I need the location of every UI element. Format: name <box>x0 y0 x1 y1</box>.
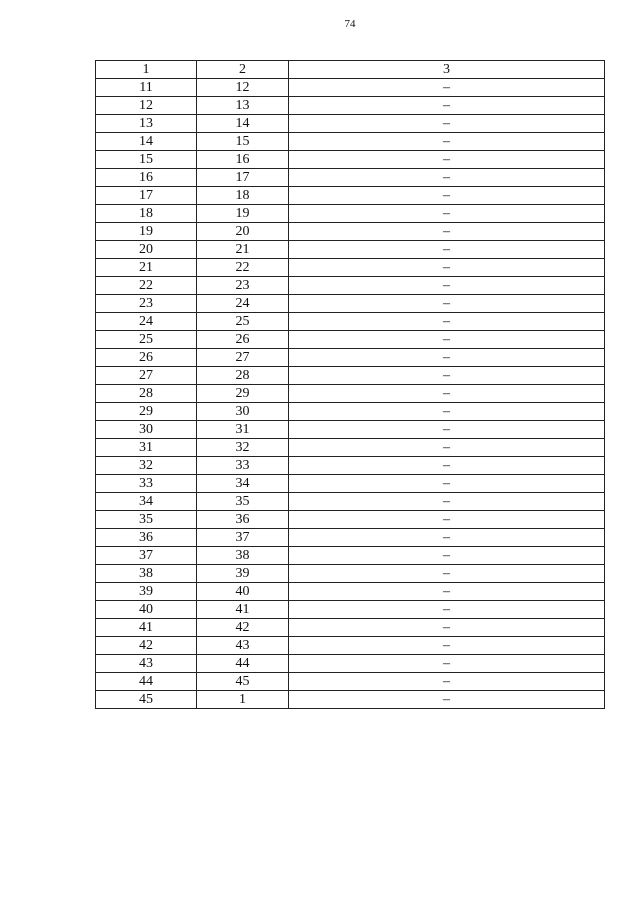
table-cell-col2: 1 <box>197 691 289 709</box>
table-cell-col3: – <box>289 205 605 223</box>
page-number: 74 <box>344 18 356 30</box>
table-cell-col2: 31 <box>197 421 289 439</box>
table-cell-col1: 18 <box>96 205 197 223</box>
table-cell-col1: 42 <box>96 637 197 655</box>
table-cell-col3: – <box>289 331 605 349</box>
table-cell-col1: 25 <box>96 331 197 349</box>
table-cell-col3: – <box>289 187 605 205</box>
table-cell-col1: 38 <box>96 565 197 583</box>
table-row <box>96 115 605 133</box>
table-cell-col2: 30 <box>197 403 289 421</box>
table-row <box>96 475 605 493</box>
table-cell-col3: – <box>289 583 605 601</box>
table-row <box>96 331 605 349</box>
table-cell-col2: 12 <box>197 79 289 97</box>
table-row <box>96 79 605 97</box>
table-cell-col2: 39 <box>197 565 289 583</box>
table-cell-col3: – <box>289 385 605 403</box>
table-cell-col1: 20 <box>96 241 197 259</box>
table-cell-col3: – <box>289 691 605 709</box>
table-cell-col2: 21 <box>197 241 289 259</box>
table-cell-col3: – <box>289 637 605 655</box>
table-cell-col1: 41 <box>96 619 197 637</box>
table-row <box>96 277 605 295</box>
data-table <box>95 60 605 709</box>
table-cell-col3: – <box>289 295 605 313</box>
table-cell-col3: – <box>289 619 605 637</box>
table-cell-col1: 33 <box>96 475 197 493</box>
table-cell-col2: 37 <box>197 529 289 547</box>
table-cell-col2: 38 <box>197 547 289 565</box>
table-cell-col1: 35 <box>96 511 197 529</box>
table-row <box>96 583 605 601</box>
table-cell-col3: – <box>289 133 605 151</box>
table-row <box>96 655 605 673</box>
table-cell-col2: 28 <box>197 367 289 385</box>
table-cell-col3: – <box>289 223 605 241</box>
table-cell-col1: 16 <box>96 169 197 187</box>
table-cell-col3: – <box>289 259 605 277</box>
table-row <box>96 169 605 187</box>
table-cell-col3: – <box>289 79 605 97</box>
table-row <box>96 205 605 223</box>
table-cell-col3: – <box>289 547 605 565</box>
table-row <box>96 547 605 565</box>
table-cell-col3: – <box>289 529 605 547</box>
table-cell-col2: 13 <box>197 97 289 115</box>
header-row <box>96 61 605 79</box>
table-cell-col1: 34 <box>96 493 197 511</box>
column-header-2: 2 <box>197 61 289 79</box>
table-cell-col2: 24 <box>197 295 289 313</box>
table-cell-col2: 18 <box>197 187 289 205</box>
table-row <box>96 97 605 115</box>
table-body <box>96 79 605 709</box>
table-cell-col1: 31 <box>96 439 197 457</box>
table-cell-col3: – <box>289 97 605 115</box>
table-cell-col2: 36 <box>197 511 289 529</box>
table-cell-col1: 40 <box>96 601 197 619</box>
table-row <box>96 295 605 313</box>
table-cell-col1: 21 <box>96 259 197 277</box>
table-row <box>96 313 605 331</box>
table-cell-col3: – <box>289 457 605 475</box>
table-row <box>96 601 605 619</box>
table-cell-col3: – <box>289 115 605 133</box>
table-cell-col3: – <box>289 367 605 385</box>
table-row <box>96 511 605 529</box>
table-row <box>96 259 605 277</box>
table-row <box>96 385 605 403</box>
table-cell-col2: 14 <box>197 115 289 133</box>
table-cell-col1: 14 <box>96 133 197 151</box>
table-cell-col1: 15 <box>96 151 197 169</box>
table-cell-col2: 33 <box>197 457 289 475</box>
table-cell-col1: 44 <box>96 673 197 691</box>
table-cell-col1: 11 <box>96 79 197 97</box>
table-cell-col2: 44 <box>197 655 289 673</box>
table-cell-col1: 27 <box>96 367 197 385</box>
table-cell-col3: – <box>289 277 605 295</box>
table-cell-col2: 20 <box>197 223 289 241</box>
table-cell-col2: 25 <box>197 313 289 331</box>
table-cell-col1: 12 <box>96 97 197 115</box>
table-row <box>96 439 605 457</box>
table-row <box>96 367 605 385</box>
table-cell-col2: 45 <box>197 673 289 691</box>
table-cell-col1: 26 <box>96 349 197 367</box>
table-cell-col3: – <box>289 151 605 169</box>
column-header-1: 1 <box>96 61 197 79</box>
table-cell-col3: – <box>289 241 605 259</box>
table-cell-col3: – <box>289 403 605 421</box>
table-cell-col2: 42 <box>197 619 289 637</box>
table-row <box>96 241 605 259</box>
table-cell-col1: 22 <box>96 277 197 295</box>
table-row <box>96 223 605 241</box>
table-cell-col1: 45 <box>96 691 197 709</box>
table-cell-col2: 34 <box>197 475 289 493</box>
table-cell-col2: 27 <box>197 349 289 367</box>
table-cell-col3: – <box>289 169 605 187</box>
table-row <box>96 457 605 475</box>
table-cell-col2: 22 <box>197 259 289 277</box>
table-row <box>96 565 605 583</box>
table-row <box>96 403 605 421</box>
table-row <box>96 133 605 151</box>
table-cell-col2: 41 <box>197 601 289 619</box>
table-cell-col1: 19 <box>96 223 197 241</box>
table-cell-col2: 32 <box>197 439 289 457</box>
table-cell-col2: 26 <box>197 331 289 349</box>
table-cell-col3: – <box>289 511 605 529</box>
table-row <box>96 421 605 439</box>
table-cell-col1: 37 <box>96 547 197 565</box>
table-header <box>96 61 605 79</box>
table-cell-col3: – <box>289 673 605 691</box>
table-row <box>96 493 605 511</box>
column-header-3: 3 <box>289 61 605 79</box>
table-cell-col1: 39 <box>96 583 197 601</box>
table-cell-col3: – <box>289 475 605 493</box>
table-cell-col3: – <box>289 601 605 619</box>
table-cell-col3: – <box>289 655 605 673</box>
table-cell-col1: 17 <box>96 187 197 205</box>
table-row <box>96 349 605 367</box>
table-cell-col1: 23 <box>96 295 197 313</box>
table-row <box>96 673 605 691</box>
table-cell-col3: – <box>289 313 605 331</box>
table-cell-col1: 24 <box>96 313 197 331</box>
table-cell-col1: 13 <box>96 115 197 133</box>
table-cell-col3: – <box>289 349 605 367</box>
table-row <box>96 691 605 709</box>
table-cell-col2: 15 <box>197 133 289 151</box>
table-cell-col2: 17 <box>197 169 289 187</box>
table-row <box>96 187 605 205</box>
table-cell-col3: – <box>289 565 605 583</box>
table-cell-col2: 29 <box>197 385 289 403</box>
table-cell-col1: 29 <box>96 403 197 421</box>
table-cell-col2: 16 <box>197 151 289 169</box>
table-cell-col2: 35 <box>197 493 289 511</box>
table-cell-col2: 19 <box>197 205 289 223</box>
table-cell-col1: 36 <box>96 529 197 547</box>
table-cell-col2: 23 <box>197 277 289 295</box>
table-row <box>96 529 605 547</box>
table-cell-col1: 28 <box>96 385 197 403</box>
table-cell-col1: 43 <box>96 655 197 673</box>
table-cell-col3: – <box>289 421 605 439</box>
table-row <box>96 619 605 637</box>
table-cell-col3: – <box>289 493 605 511</box>
table-cell-col2: 43 <box>197 637 289 655</box>
table-cell-col1: 32 <box>96 457 197 475</box>
table-row <box>96 637 605 655</box>
table-cell-col1: 30 <box>96 421 197 439</box>
table-cell-col3: – <box>289 439 605 457</box>
table-row <box>96 151 605 169</box>
table-cell-col2: 40 <box>197 583 289 601</box>
